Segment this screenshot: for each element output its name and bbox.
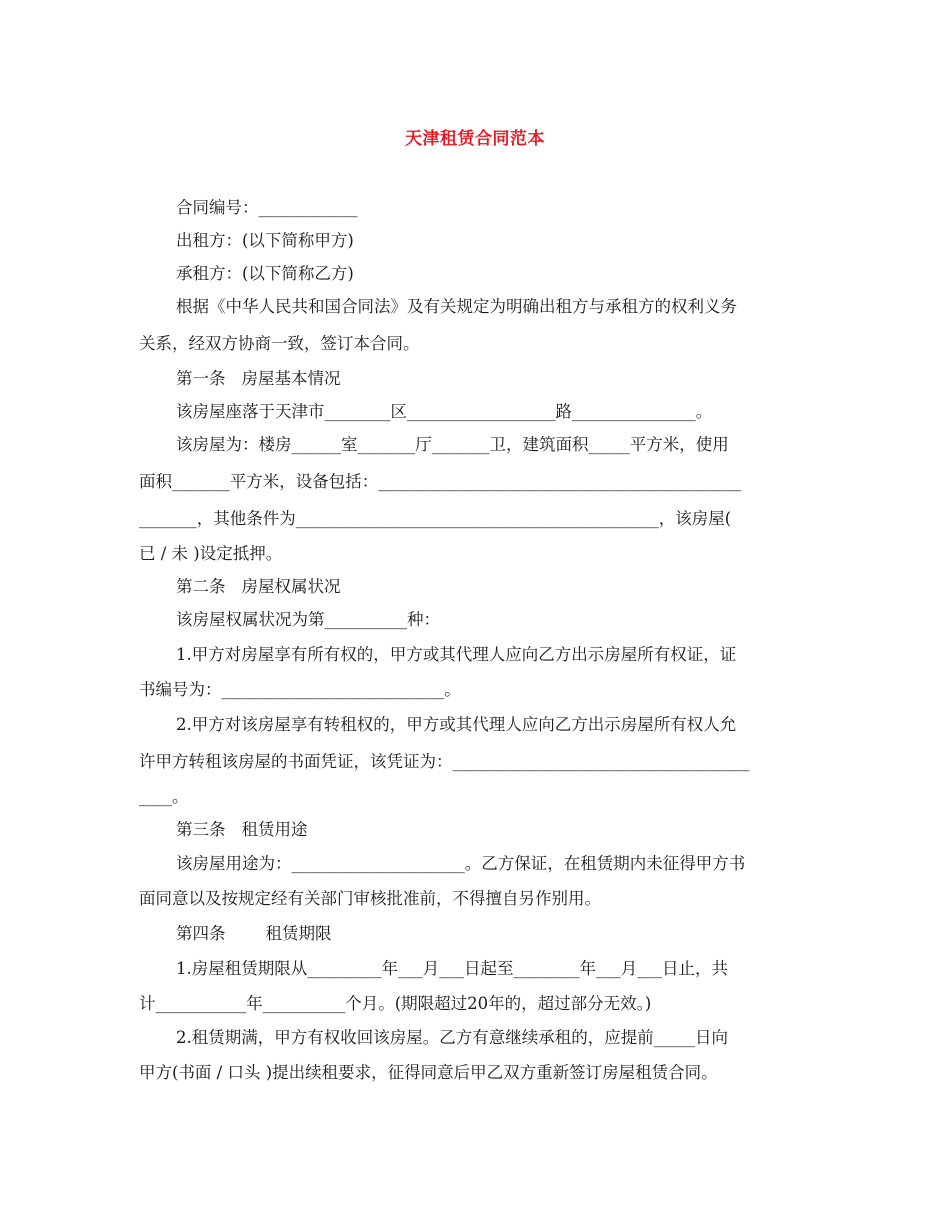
article-3-number: 第三条 bbox=[176, 820, 226, 839]
article-3-title: 租赁用途 bbox=[241, 820, 308, 839]
article-1-number: 第一条 bbox=[176, 369, 226, 388]
contract-number-line: 合同编号：____________ bbox=[176, 198, 358, 217]
article-2-number: 第二条 bbox=[176, 577, 226, 596]
house-info-line-1: 该房屋为：楼房______室_______厅_______卫，建筑面积_____平方米，使用 bbox=[176, 435, 729, 454]
term-line-2: 计___________年__________个月。(期限超过20年的，超过部分无效。) bbox=[139, 994, 652, 1013]
renewal-line-1: 2.租赁期满，甲方有权收回该房屋。乙方有意继续承租的，应提前_____日向 bbox=[176, 1028, 728, 1047]
article-2-title: 房屋权属状况 bbox=[241, 577, 341, 596]
renewal-line-2: 甲方(书面 / 口头 )提出续租要求，征得同意后甲乙双方重新签订房屋租赁合同。 bbox=[139, 1063, 718, 1082]
article-1-title: 房屋基本情况 bbox=[241, 369, 341, 388]
article-4-heading bbox=[176, 922, 332, 946]
location-line: 该房屋座落于天津市________区__________________路_______________。 bbox=[176, 402, 713, 421]
document-title: 天津租赁合同范本 bbox=[405, 129, 545, 149]
term-line-1: 1.房屋租赁期限从_________年___月___日起至________年___月___日止，共 bbox=[176, 959, 728, 978]
ownership-type-line: 该房屋权属状况为第__________种： bbox=[176, 610, 440, 629]
mortgage-line: 已 / 未 )设定抵押。 bbox=[139, 544, 283, 563]
article-1-heading bbox=[176, 367, 341, 391]
clause-2-1-line-1: 1.甲方对房屋享有所有权的，甲方或其代理人应向乙方出示房屋所有权证，证 bbox=[176, 645, 737, 664]
article-4-number: 第四条 bbox=[176, 924, 226, 943]
house-info-line-3: _______，其他条件为____________________________________________，该房屋( bbox=[139, 509, 732, 528]
clause-2-1-line-2: 书编号为：___________________________。 bbox=[139, 680, 461, 699]
clause-2-2-line-1: 2.甲方对该房屋享有转租权的，甲方或其代理人应向乙方出示房屋所有权人允 bbox=[176, 715, 737, 734]
lessor-line: 出租方：(以下简称甲方) bbox=[176, 231, 354, 250]
house-info-line-2: 面积_______平方米，设备包括：____________________________________________ bbox=[139, 472, 742, 491]
article-3-heading bbox=[176, 818, 308, 842]
preamble-line-2: 关系，经双方协商一致，签订本合同。 bbox=[139, 334, 420, 353]
article-4-title: 租赁期限 bbox=[265, 924, 332, 943]
preamble-line-1: 根据《中华人民共和国合同法》及有关规定为明确出租方与承租方的权利义务 bbox=[176, 297, 737, 316]
lessee-line: 承租方：(以下简称乙方) bbox=[176, 264, 354, 283]
article-2-heading bbox=[176, 575, 341, 599]
purpose-line-2: 面同意以及按规定经有关部门审核批准前，不得擅自另作别用。 bbox=[139, 889, 601, 908]
purpose-line-1: 该房屋用途为：_____________________。乙方保证，在租赁期内未征得甲方书 bbox=[176, 854, 746, 873]
clause-2-2-line-2: 许甲方转租该房屋的书面凭证，该凭证为：____________________________________ bbox=[139, 752, 750, 771]
clause-2-2-line-3: ____。 bbox=[139, 787, 189, 806]
